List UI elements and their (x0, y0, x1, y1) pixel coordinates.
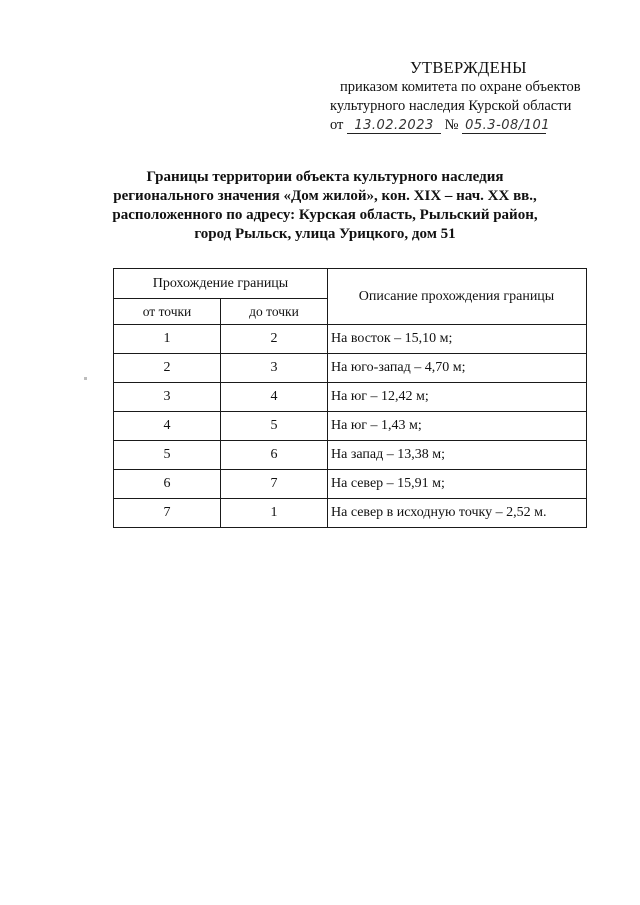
cell-to: 4 (221, 383, 328, 412)
cell-to: 1 (221, 499, 328, 528)
cell-description: На юго-запад – 4,70 м; (328, 354, 587, 383)
table-row (114, 354, 587, 383)
order-date: 13.02.2023 (347, 119, 441, 134)
cell-description: На юг – 1,43 м; (328, 412, 587, 441)
number-label: № (444, 117, 459, 133)
header-description: Описание прохождения границы (328, 269, 587, 325)
cell-from: 4 (114, 412, 221, 441)
cell-to: 5 (221, 412, 328, 441)
table-row (114, 383, 587, 412)
table-row (114, 470, 587, 499)
scan-speck (84, 377, 87, 380)
header-from: от точки (114, 299, 221, 325)
cell-to: 6 (221, 441, 328, 470)
approval-heading: УТВЕРЖДЕНЫ (410, 58, 527, 77)
cell-from: 2 (114, 354, 221, 383)
title-line-4: город Рыльск, улица Урицкого, дом 51 (194, 226, 456, 242)
cell-description: На юг – 12,42 м; (328, 383, 587, 412)
cell-description: На восток – 15,10 м; (328, 325, 587, 354)
table-row (114, 499, 587, 528)
cell-to: 7 (221, 470, 328, 499)
table-row (114, 325, 587, 354)
cell-from: 3 (114, 383, 221, 412)
table-header-row (114, 269, 587, 299)
header-to: до точки (221, 299, 328, 325)
approval-signature-line (330, 116, 600, 135)
table-row (114, 412, 587, 441)
approval-line-2: культурного наследия Курской области (330, 98, 572, 114)
boundary-table (113, 268, 587, 528)
from-label: от (330, 117, 344, 133)
header-passage: Прохождение границы (114, 269, 328, 299)
title-line-2: регионального значения «Дом жилой», кон. XIX – нач. XX вв., (113, 188, 537, 204)
cell-from: 6 (114, 470, 221, 499)
cell-to: 3 (221, 354, 328, 383)
cell-description: На север – 15,91 м; (328, 470, 587, 499)
cell-to: 2 (221, 325, 328, 354)
order-number: 05.3-08/101 (462, 119, 546, 134)
cell-from: 1 (114, 325, 221, 354)
cell-from: 5 (114, 441, 221, 470)
approval-stamp (330, 58, 600, 135)
cell-description: На запад – 13,38 м; (328, 441, 587, 470)
title-line-1: Границы территории объекта культурного наследия (146, 169, 504, 185)
cell-from: 7 (114, 499, 221, 528)
document-title (100, 168, 550, 244)
approval-line-1: приказом комитета по охране объектов (340, 79, 581, 95)
table-row (114, 441, 587, 470)
cell-description: На север в исходную точку – 2,52 м. (328, 499, 587, 528)
title-line-3: расположенного по адресу: Курская область, Рыльский район, (112, 207, 538, 223)
